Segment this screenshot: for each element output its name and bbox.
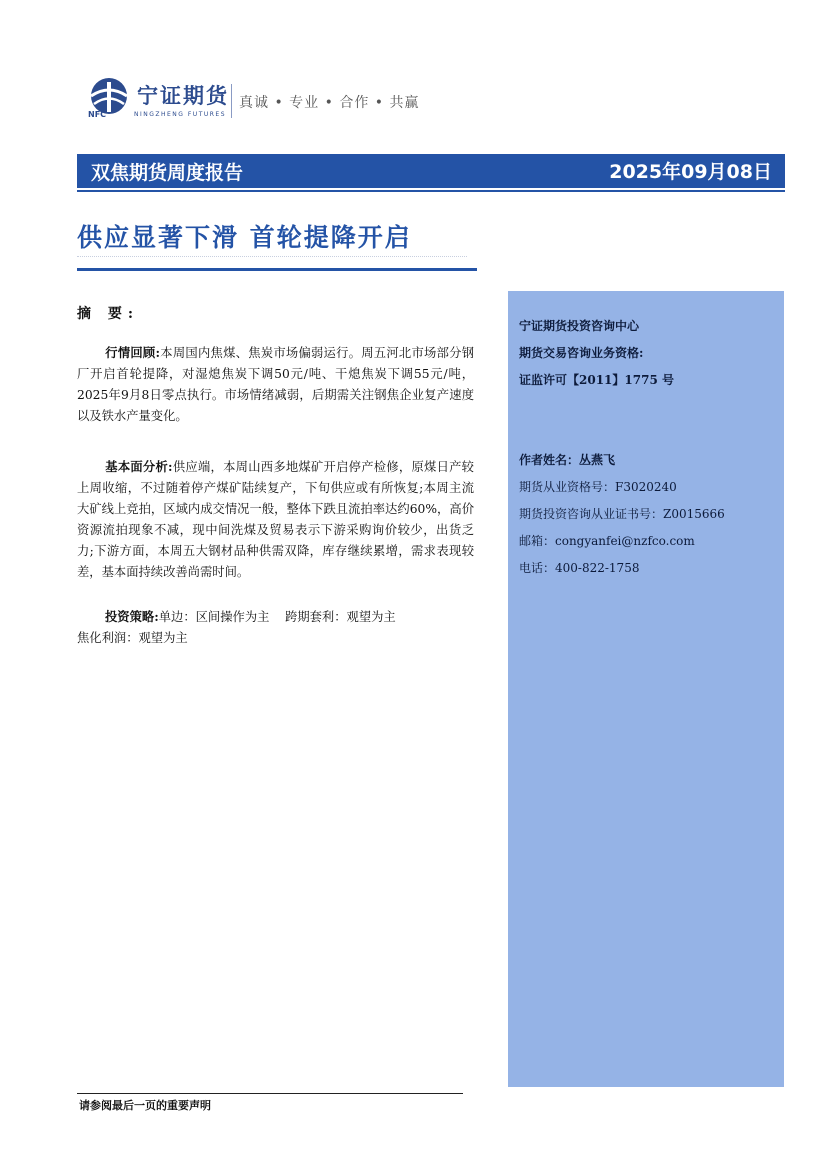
strategy-paragraph — [77, 606, 474, 649]
report-date: 2025年09月08日 — [609, 161, 772, 183]
sidebar-futures-cert: 期货从业资格号：F3020240 — [519, 480, 677, 494]
strategy-line-2: 焦化利润：观望为主 — [77, 631, 188, 645]
fundamentals-text: 供应端，本周山西多地煤矿开启停产检修，原煤日产较上周收缩，不过随着停产煤矿陆续复产，下旬供应或有所恢复;本周主流大矿线上竞拍，区域内成交情况一般，整体下跌且流拍率达约60%，高价资源流拍现象不减，现中间洗煤及贸易表示下游采购询价较少，出货乏力;下游方面，本周五大钢材品种供需双降，库存继续累增，需求表现较差，基本面持续改善尚需时间。 — [77, 460, 474, 579]
headline-dotted-rule — [77, 256, 467, 257]
strategy-line-1: 单边：区间操作为主 跨期套利：观望为主 — [158, 610, 396, 624]
brand-english-name: NINGZHENG FUTURES — [134, 111, 227, 118]
footer-rule — [77, 1093, 463, 1094]
abstract-heading: 摘 要: — [77, 306, 140, 322]
strategy-lead: 投资策略: — [105, 609, 159, 624]
market-review-lead: 行情回顾: — [105, 345, 161, 360]
fundamentals-paragraph — [77, 456, 474, 583]
report-type: 双焦期货周度报告 — [91, 162, 244, 184]
sidebar-org: 宁证期货投资咨询中心 — [519, 319, 640, 333]
fundamentals-lead: 基本面分析: — [105, 459, 173, 474]
sidebar-phone: 电话：400-822-1758 — [519, 561, 640, 575]
headline-rule — [77, 268, 477, 271]
sidebar-qualification-label: 期货交易咨询业务资格: — [519, 346, 644, 360]
sidebar-advisory-cert: 期货投资咨询从业证书号：Z0015666 — [519, 507, 725, 521]
sidebar-author: 作者姓名：丛燕飞 — [519, 453, 616, 467]
title-bar-underline — [77, 190, 785, 192]
brand-abbr: NFC — [88, 110, 107, 119]
market-review-paragraph — [77, 342, 474, 427]
logo-divider — [231, 84, 232, 118]
slogan: 真诚 • 专业 • 合作 • 共赢 — [239, 95, 420, 111]
sidebar-email[interactable]: 邮箱：congyanfei@nzfco.com — [519, 534, 695, 548]
footer-disclaimer-note: 请参阅最后一页的重要声明 — [79, 1099, 211, 1112]
market-review-text: 本周国内焦煤、焦炭市场偏弱运行。周五河北市场部分钢厂开启首轮提降，对湿熄焦炭下调50元/吨、干熄焦炭下调55元/吨，2025年9月8日零点执行。市场情绪减弱，后期需关注钢焦企业复产速度以及铁水产量变化。 — [77, 346, 474, 423]
sidebar-license: 证监许可【2011】1775 号 — [519, 373, 674, 387]
page-title: 供应显著下滑 首轮提降开启 — [77, 223, 412, 252]
brand-name: 宁证期货 — [137, 84, 229, 108]
author-sidebar — [508, 291, 784, 1087]
